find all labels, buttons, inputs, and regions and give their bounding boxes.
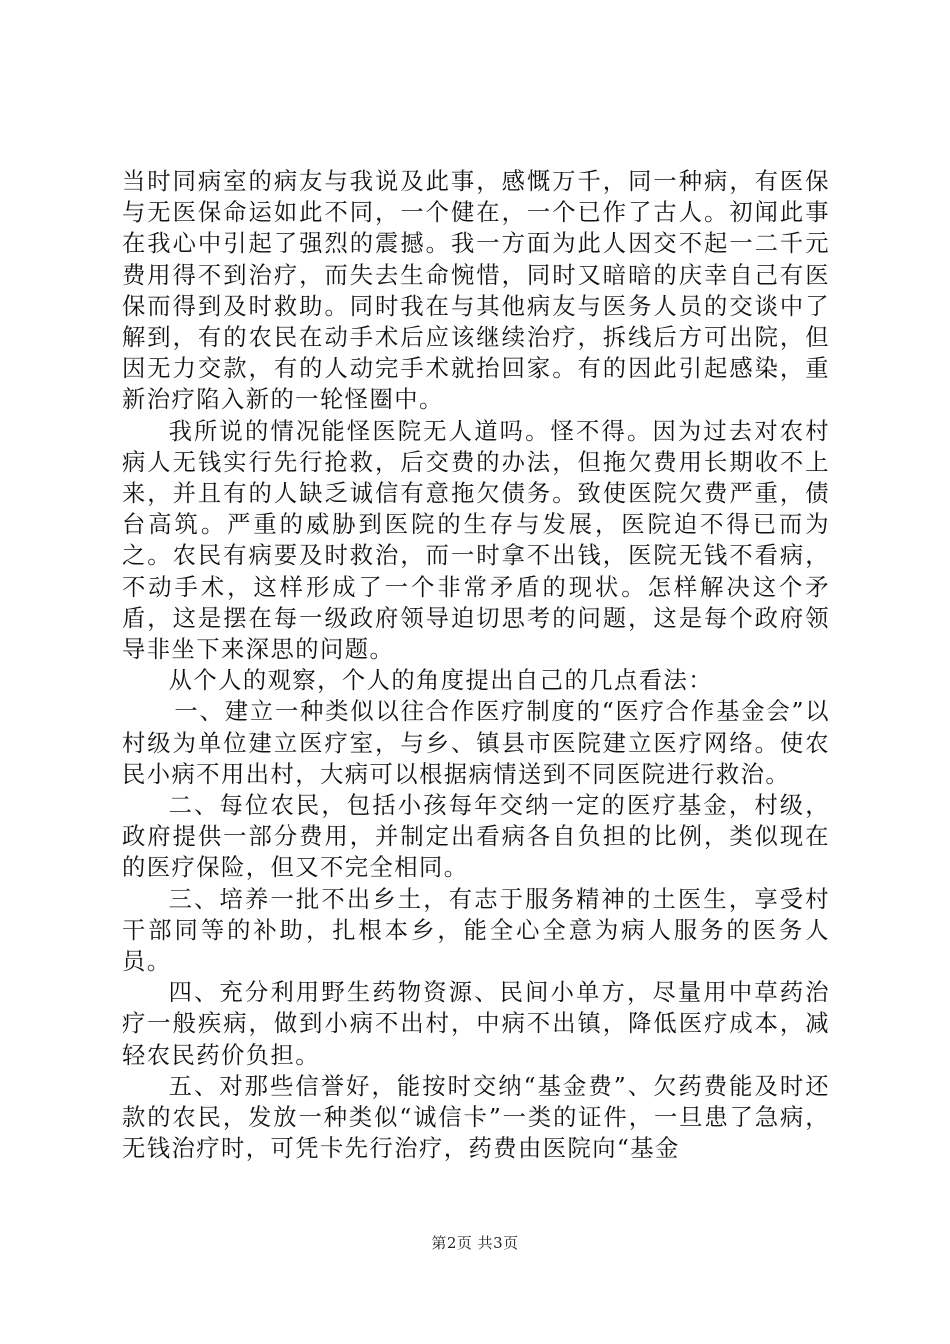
page-footer: 第2页 共3页 [431,1234,519,1252]
paragraph-5: 二、每位农民，包括小孩每年交纳一定的医疗基金，村级，政府提供一部分费用，并制定出看病各自负担的比例，类似现在的医疗保险，但又不完全相同。 [122,792,830,882]
paragraph-7: 四、充分利用野生药物资源、民间小单方，尽量用中草药治疗一般疾病，做到小病不出村，中病不出镇，降低医疗成本，减轻农民药价负担。 [122,979,830,1069]
paragraph-1: 当时同病室的病友与我说及此事，感慨万千，同一种病，有医保与无医保命运如此不同，一个健在，一个已作了古人。初闻此事在我心中引起了强烈的震撼。我一方面为此人因交不起一二千元费用得不到治疗，而失去生命惋惜，同时又暗暗的庆幸自己有医保而得到及时救助。同时我在与其他病友与医务人员的交谈中了解到，有的农民在动手术后应该继续治疗，拆线后方可出院，但因无力交款，有的人动完手术就抬回家。有的因此引起感染，重新治疗陷入新的一轮怪圈中。 [122,168,830,414]
paragraph-8: 五、对那些信誉好，能按时交纳“基金费”、欠药费能及时还款的农民，发放一种类似“诚信卡”一类的证件，一旦患了急病，无钱治疗时，可凭卡先行治疗，药费由医院向“基金 [122,1072,830,1163]
paragraph-2: 我所说的情况能怪医院无人道吗。怪不得。因为过去对农村病人无钱实行先行抢救，后交费的办法，但拖欠费用长期收不上来，并且有的人缺乏诚信有意拖欠债务。致使医院欠费严重，债台高筑。严重的威胁到医院的生存与发展，医院迫不得已而为之。农民有病要及时救治，而一时拿不出钱，医院无钱不看病，不动手术，这样形成了一个非常矛盾的现状。怎样解决这个矛盾，这是摆在每一级政府领导迫切思考的问题，这是每个政府领导非坐下来深思的问题。 [122,417,830,664]
paragraph-6: 三、培养一批不出乡土，有志于服务精神的土医生，享受村干部同等的补助，扎根本乡，能全心全意为病人服务的医务人员。 [122,885,830,976]
paragraph-3: 从个人的观察，个人的角度提出自己的几点看法： [168,667,714,695]
paragraph-4: 一、建立一种类似以往合作医疗制度的“医疗合作基金会”以村级为单位建立医疗室，与乡、镇县市医院建立医疗网络。使农民小病不用出村，大病可以根据病情送到不同医院进行救治。 [122,698,830,788]
document-body [122,166,830,1165]
